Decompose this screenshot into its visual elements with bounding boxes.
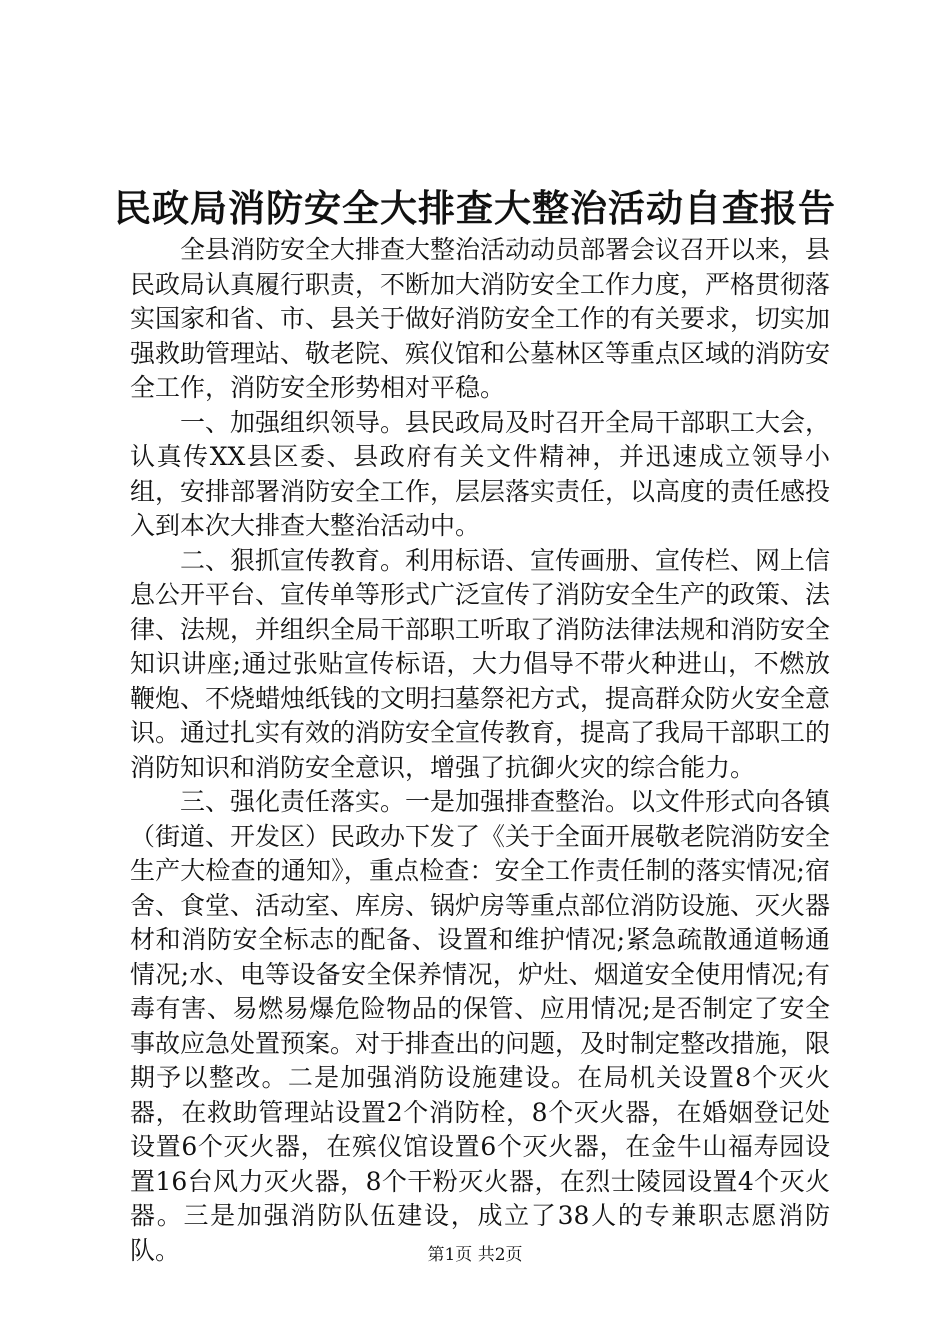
document-body — [130, 233, 830, 1268]
document-title: 民政局消防安全大排查大整治活动自查报告 — [114, 186, 836, 230]
paragraph-intro: 全县消防安全大排查大整治活动动员部署会议召开以来，县民政局认真履行职责，不断加大消防安全工作力度，严格贯彻落实国家和省、市、县关于做好消防安全工作的有关要求，切实加强救助管理站、敬老院、殡仪馆和公墓林区等重点区域的消防安全工作，消防安全形势相对平稳。 — [130, 235, 831, 402]
paragraph-responsibility: 三、强化责任落实。一是加强排查整治。以文件形式向各镇（街道、开发区）民政办下发了《关于全面开展敬老院消防安全生产大检查的通知》，重点检查：安全工作责任制的落实情况;宿舍、食堂、活动室、库房、锅炉房等重点部位消防设施、灭火器材和消防安全标志的配备、设置和维护情况;紧急疏散通道畅通情况;水、电等设备安全保养情况，炉灶、烟道安全使用情况;有毒有害、易燃易爆危险物品的保管、应用情况;是否制定了安全事故应急处置预案。对于排查出的问题，及时制定整改措施，限期予以整改。二是加强消防设施建设。在局机关设置8个灭火器，在救助管理站设置2个消防栓，8个灭火器，在婚姻登记处设置6个灭火器，在殡仪馆设置6个灭火器，在金牛山福寿园设置16台风力灭火器，8个干粉灭火器，在烈士陵园设置4个灭火器。三是加强消防队伍建设，成立了38人的专兼职志愿消防队。 — [130, 787, 831, 1265]
paragraph-organization: 一、加强组织领导。县民政局及时召开全局干部职工大会，认真传XX县区委、县政府有关文件精神，并迅速成立领导小组，安排部署消防安全工作，层层落实责任，以高度的责任感投入到本次大排查大整治活动中。 — [130, 407, 831, 540]
page-footer: 第1页 共2页 — [427, 1245, 523, 1265]
paragraph-education: 二、狠抓宣传教育。利用标语、宣传画册、宣传栏、网上信息公开平台、宣传单等形式广泛宣传了消防安全生产的政策、法律、法规，并组织全局干部职工听取了消防法律法规和消防安全知识讲座;通过张贴宣传标语，大力倡导不带火种进山，不燃放鞭炮、不烧蜡烛纸钱的文明扫墓祭祀方式，提高群众防火安全意识。通过扎实有效的消防安全宣传教育，提高了我局干部职工的消防知识和消防安全意识，增强了抗御火灾的综合能力。 — [130, 545, 831, 782]
